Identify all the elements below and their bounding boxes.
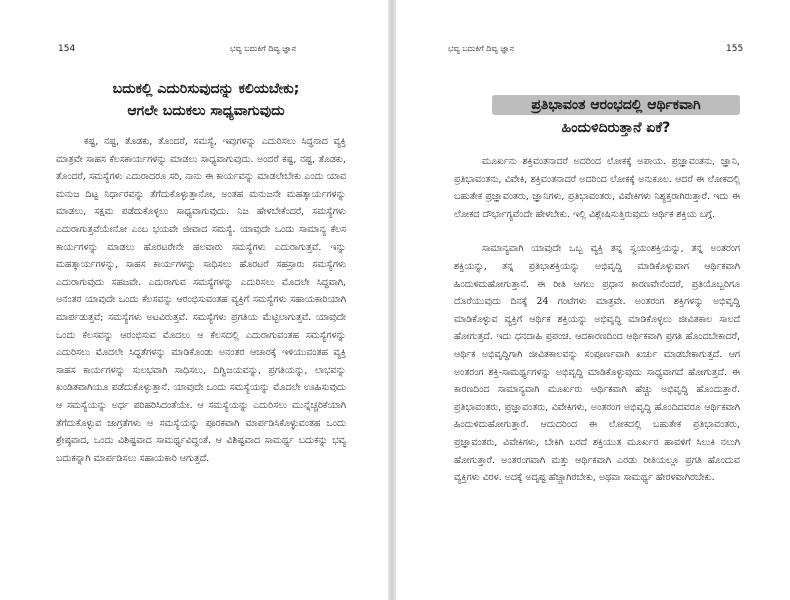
chapter-title (492, 95, 740, 139)
paragraph: ಮೂರ್ಖನು ಶಕ್ತಿವಂತನಾದರೆ ಅದರಿಂದ ಲೋಕಕ್ಕೆ ಅಪಾಯ. ಪ್ರಜ್ಞಾವಂತನು, ಜ್ಞಾನಿ, ಪ್ರತಿಭಾವಂತನು, ವಿವೇಕಿ, ಶಕ್ತಿವಂತನಾದರೆ ಅದರಿಂದ ಲೋಕಕ್ಕೆ ಅನುಕೂಲ. ಆದರೆ ಈ ಲೋಕದಲ್ಲಿ ಬಹುತೇಕ ಪ್ರಜ್ಞಾವಂತರು, ಜ್ಞಾನಿಗಳು, ಪ್ರತಿಭಾವಂತರು, ವಿವೇಕಿಗಳು ನಿಶ್ಯಕ್ತರಾಗಿರುತ್ತಾರೆ. ಇದು ಈ ಲೋಕದ ದೌರ್ಭಾಗ್ಯವೆಂದೇ ಹೇಳಬೇಕು. ಇಲ್ಲಿ ವಿಶ್ಲೇಷಿಸುತ್ತಿರುವುದು ಆರ್ಥಿಕ ಶಕ್ತಿಯ ಬಗ್ಗೆ. (454, 156, 740, 220)
chapter-title (86, 78, 326, 122)
chapter-title-line: ಬದುಕಲ್ಲಿ ಎದುರಿಸುವುದನ್ನು ಕಲಿಯಬೇಕು; (112, 81, 300, 97)
page-number: 155 (726, 44, 744, 54)
running-header: ಭವ್ಯ ಬದುಕಿಗೆ ದಿವ್ಯ ಜ್ಞಾನ (230, 44, 297, 53)
right-page (396, 0, 790, 600)
body-text (454, 153, 740, 487)
chapter-title-line: ಪ್ರತಿಭಾವಂತ ಆರಂಭದಲ್ಲಿ ಆರ್ಥಿಕವಾಗಿ (492, 95, 740, 115)
paragraph: ಕಷ್ಟ, ನಷ್ಟ, ತೊಡಕು, ತೊಂದರೆ, ಸಮಸ್ಯೆ, ಇವುಗಳನ್ನು ಎದುರಿಸಲು ಸಿದ್ಧನಾದ ವ್ಯಕ್ತಿ ಮಾತ್ರವೇ ಸಾಹಸ ಕೆಲಸಕಾರ್ಯಗಳನ್ನು ಮಾಡಲು ಸಾಧ್ಯವಾಗುವುದು. ಅಂದರೆ ಕಷ್ಟ, ನಷ್ಟ, ತೊಡಕು, ತೊಂದರೆ, ಸಮಸ್ಯೆಗಳು ಎದುರಾದರೂ ಸರಿ, ನಾನು ಈ ಕಾರ್ಯವನ್ನು ಮಾಡಲೇಬೇಕು ಎಂದು ಯಾವ ಮನುಜ ದಿಟ್ಟ ನಿರ್ಧಾರವನ್ನು ತೆಗೆದುಕೊಳ್ಳುತ್ತಾನೋ, ಅಂತಹ ಮನುಜನೇ ಮಹತ್ಕಾರ್ಯಗಳನ್ನು ಮಾಡಲು, ಸಕ್ಷಮ ಪಡೆದುಕೊಳ್ಳಲು ಸಾಧ್ಯವಾಗುವುದು. ನಿಜ ಹೇಳಬೇಕೆಂದರೆ, ಸಮಸ್ಯೆಗಳು ಎದುರಾಗುತ್ತವೆಯೇನೋ ಎಂಬ ಭಯವೇ ಜೀವಾದ ಸಮಸ್ಯೆ. ಯಾವುದೇ ಒಂದು ಸಾಮಾನ್ಯ ಕೆಲಸ ಕಾರ್ಯಗಳನ್ನು ಮಾಡಲು ಹೊರಟರೇನೇ ಹಲವಾರು ಸಮಸ್ಯೆಗಳು ಎದುರಾಗುತ್ತವೆ. ಇನ್ನು ಮಹತ್ಕಾರ್ಯಗಳನ್ನು, ಸಾಹಸ ಕಾರ್ಯಗಳನ್ನು ಸಾಧಿಸಲು ಹೊರಟರೆ ಸಹಸ್ರಾರು ಸಮಸ್ಯೆಗಳು ಎದುರಾಗುವುದು ಸಹಜವೇ. ಎದುರಾಗುವ ಸಮಸ್ಯೆಗಳನ್ನು ಎದುರಿಸಲು ಮೊದಲೇ ಸಿದ್ಧವಾಗಿ, ಅನಂತರ ಯಾವುದೇ ಒಂದು ಕೆಲಸವನ್ನು ಆರಂಭಿಸುವಂತಹ ವ್ಯಕ್ತಿಗೆ ಸಮಸ್ಯೆಗಳು ಸಹಾಯಕಾರಿಯಾಗಿ ಮಾರ್ಪಡುತ್ತವೆ; ಸಮಸ್ಯೆಗಳು ಅಟವಿರುತ್ತವೆ. ಸಮಸ್ಯೆಗಳು ಪ್ರಗತಿಯ ಮೆಟ್ಟಿಲಾಗುತ್ತವೆ. ಯಾವುದೇ ಒಂದು ಕೆಲಸವನ್ನು ಆರಂಭಿಸುವ ಮೊದಲು ಆ ಕೆಲಸದಲ್ಲಿ ಎದುರಾಗುವಂತಹ ಸಮಸ್ಯೆಗಳನ್ನು ಎದುರಿಸಲು ಮೊದಲೇ ಸಿದ್ಧತೆಗಳನ್ನು ಮಾಡಿಕೊಂಡು ಅನಂತರ ಆಚಾರಕ್ಕೆ ಇಳಿಯುವಂತಹ ವ್ಯಕ್ತಿ ಸಾಹಸ ಕಾರ್ಯಗಳನ್ನು ಸುಲಭವಾಗಿ ಸಾಧಿಸಲು, ದಿಗ್ವಿಜಯವನ್ನು, ಪ್ರಗತಿಯನ್ನು, ಲಾಭವನ್ನು ಖಂಡಿತವಾಗಿಯೂ ಪಡೆದುಕೊಳ್ಳುತ್ತಾನೆ. ಯಾವುದೇ ಒಂದು ಸಮಸ್ಯೆಯನ್ನು ಮೊದಲೇ ಊಹಿಸುವುದು ಆ ಸಮಸ್ಯೆಯನ್ನು ಅರ್ಧ ಪರಿಹರಿಸಿದಂತೆಯೇ. ಆ ಸಮಸ್ಯೆಯನ್ನು ಎದುರಿಸಲು ಮುನ್ನೆಚ್ಚರಿಕೆಯಾಗಿ ತೆಗೆದುಕೊಳ್ಳುವ ಜಾಗ್ರತೆಗಳು ಆ ಸಮಸ್ಯೆಯನ್ನು ಪೂರಕವಾಗಿ ಮಾರ್ಪಡಿಸಿಕೊಳ್ಳುವಂತಹ ಒಂದು ಶ್ರೇಷ್ಠವಾದ, ಒಂದು ವಿಶಿಷ್ಟವಾದ ಸಾಮರ್ಥ್ಯವಿದ್ದಂತೆ. ಆ ವಿಶಿಷ್ಟವಾದ ಸಾಮರ್ಥ್ಯ ಬದುಕನ್ನು ಭವ್ಯ ಬದುಕನ್ನಾಗಿ ಮಾರ್ಪಡಿಸಲು ಸಹಾಯಕಾರಿ ಆಗುತ್ತದೆ. (56, 136, 346, 464)
paragraph: ಸಾಮಾನ್ಯವಾಗಿ ಯಾವುದೇ ಒಬ್ಬ ವ್ಯಕ್ತಿ ತನ್ನ ಸ್ವಯಂಶಕ್ತಿಯನ್ನು, ತನ್ನ ಅಂತರಂಗ ಶಕ್ತಿಯನ್ನು, ತನ್ನ ಪ್ರತಿಭಾಶಕ್ತಿಯನ್ನು ಅಭಿವೃದ್ಧಿ ಮಾಡಿಕೊಳ್ಳುವಾಗ ಆರ್ಥಿಕವಾಗಿ ಹಿಂದುಳಿದುಹೋಗುತ್ತಾನೆ. ಈ ರೀತಿ ಆಗಲು ಪ್ರಧಾನ ಕಾರಣವೇನೆಂದರೆ, ಪ್ರತಿಯೊಬ್ಬರಿಗೂ ದೊರೆಯುವುದು ದಿನಕ್ಕೆ 24 ಗಂಟೆಗಳು ಮಾತ್ರವೇ. ಅಂತರಂಗ ಶಕ್ತಿಗಳನ್ನು ಅಭಿವೃದ್ಧಿ ಮಾಡಿಕೊಳ್ಳುವ ವ್ಯಕ್ತಿಗೆ ಆರ್ಥಿಕ ಶಕ್ತಿಯನ್ನು ಅಭಿವೃದ್ಧಿ ಮಾಡಿಕೊಳ್ಳಲು ಜೀವಿತಕಾಲ ಸಾಲದೆ ಹೋಗುತ್ತದೆ. ಇದು ಧನದಾಹಿ ಪ್ರಪಂಚ. ಆದಕಾರಣದಿಂದ ಆರ್ಥಿಕವಾಗಿ ಪ್ರಗತಿ ಹೊಂದಬೇಕಾದರೆ, ಆರ್ಥಿಕ ಅಭಿವೃದ್ಧಿಗಾಗಿ ಜೀವಿತಕಾಲವನ್ನು ಸಂಪೂರ್ಣವಾಗಿ ಖರ್ಚು ಮಾಡಬೇಕಾಗುತ್ತದೆ. ಆಗ ಅಂತರಂಗ ಶಕ್ತಿ-ಸಾಮರ್ಥ್ಯಗಳನ್ನು ಅಭಿವೃದ್ಧಿ ಮಾಡಿಕೊಳ್ಳುವುದು ಸಾಧ್ಯವಾಗದೆ ಹೋಗುತ್ತದೆ. ಈ ಕಾರಣದಿಂದ ಸಾಮಾನ್ಯವಾಗಿ ಮೂರ್ಖರು ಆರ್ಥಿಕವಾಗಿ ಹೆಚ್ಚು ಅಭಿವೃದ್ಧಿ ಹೊಂದುತ್ತಾರೆ. ಪ್ರತಿಭಾವಂತರು, ಪ್ರಜ್ಞಾವಂತರು, ವಿವೇಕಿಗಳು, ಅಂತರಂಗ ಅಭಿವೃದ್ಧಿ ಹೊಂದಿದವರೂ ಆರ್ಥಿಕವಾಗಿ ಹಿಂದುಳಿದುಹೋಗುತ್ತಾರೆ. ಆದುದರಿಂದ ಈ ಲೋಕದಲ್ಲಿ ಬಹುತೇಕ ಪ್ರತಿಭಾವಂತರು, ಪ್ರಜ್ಞಾವಂತರು, ವಿವೇಕಿಗಳು, ಬೇಕಿಗಿ ಬರದೆ ಶಕ್ತಿಯುತ ಮೂರ್ಖರ ಹಾವಳಿಗೆ ಸಿಲುಕಿ ನಲುಗಿ ಹೋಗುತ್ತಾರೆ. ಅಂತರಂಗವಾಗಿ ಮತ್ತು ಆರ್ಥಿಕವಾಗಿ ಎರಡು ರೀತಿಯಲ್ಲೂ ಪ್ರಗತಿ ಹೊಂದುವ ವ್ಯಕ್ತಿಗಳು ವಿರಳ. ಅದಕ್ಕೆ ಅದೃಷ್ಟ ಹೆಚ್ಚಾಗಿರಬೇಕು, ಅಥವಾ ಸಾಮರ್ಥ್ಯ ಹೇರಳವಾಗಿರಬೇಕು. (454, 243, 740, 484)
running-header: ಭವ್ಯ ಬದುಕಿಗೆ ದಿವ್ಯ ಜ್ಞಾನ (448, 44, 515, 53)
page-number: 154 (58, 44, 76, 54)
chapter-title-line: ಆಗಲೇ ಬದುಕಲು ಸಾಧ್ಯವಾಗುವುದು (127, 103, 285, 119)
body-text (56, 133, 346, 467)
left-page (0, 0, 388, 600)
book-gutter (388, 0, 396, 600)
chapter-title-line: ಹಿಂದುಳಿದಿರುತ್ತಾನೆ ಏಕೆ? (561, 120, 671, 136)
